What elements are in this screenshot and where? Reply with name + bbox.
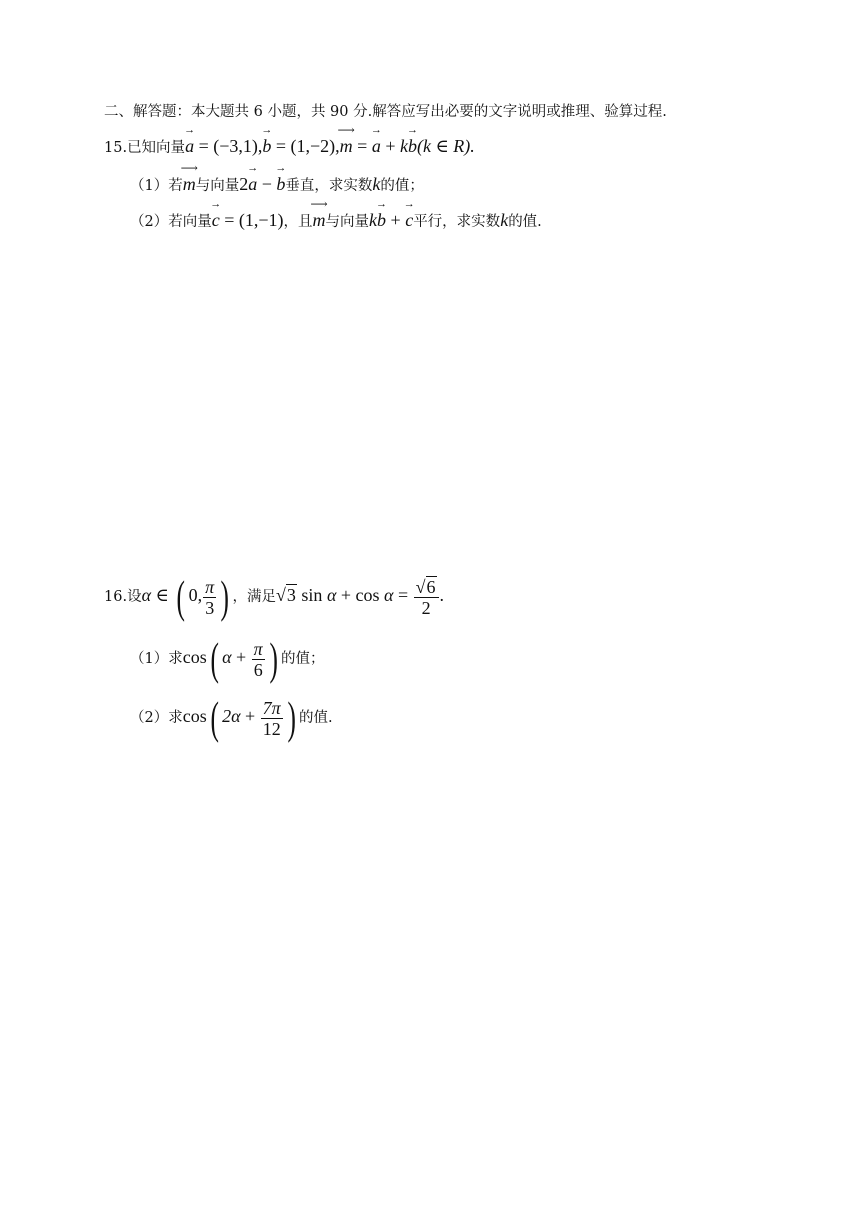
q15-stem: 15.已知向量→ a = (−3,1),→ b = (1,−2),⟶ m = → a + k→ b(k ∈ R).: [104, 136, 475, 158]
vector-b: → b: [262, 136, 271, 156]
fraction-sqrt6-over-2: $\frac{√6}{2}$: [414, 577, 439, 618]
q16-stem: 16.设α ∈ ( 0, $\frac{\pi}{3}$ ) ，满足√3 sin α + cos α = $\frac{√6}{2}$ .: [104, 571, 445, 622]
vector-m: ⟶ m: [340, 136, 353, 156]
sqrt-3: √3: [276, 585, 296, 606]
q15-part2: （2）若向量→ c = (1,−1)，且⟶ m与向量k→ b + → c平行，求实数k的值.: [130, 210, 542, 232]
q15-part1: （1）若⟶ m与向量2→ a − → b垂直，求实数k的值；: [130, 174, 424, 196]
section-heading: 二、解答题：本大题共 6 小题，共 90 分.解答应写出必要的文字说明或推理、验算过程.: [104, 104, 667, 120]
vector-c: → c: [212, 210, 220, 230]
vector-a: → a: [185, 136, 194, 156]
q16-number: 16.: [104, 589, 128, 606]
fraction-7pi-over-12: $\frac{7\pi}{12}$: [262, 697, 281, 739]
fraction-pi-over-3: $\frac{\pi}{3}$: [205, 576, 215, 618]
fraction-pi-over-6: $\frac{\pi}{6}$: [253, 638, 263, 680]
q15-condition: (k ∈ R).: [416, 136, 475, 156]
q15-number: 15.: [104, 140, 128, 156]
q16-part1: （1）求cos( α + $\frac{\pi}{6}$ ) 的值；: [130, 633, 325, 684]
q16-part2: （2）求cos( 2α + $\frac{7\pi}{12}$ ) 的值.: [130, 692, 333, 743]
